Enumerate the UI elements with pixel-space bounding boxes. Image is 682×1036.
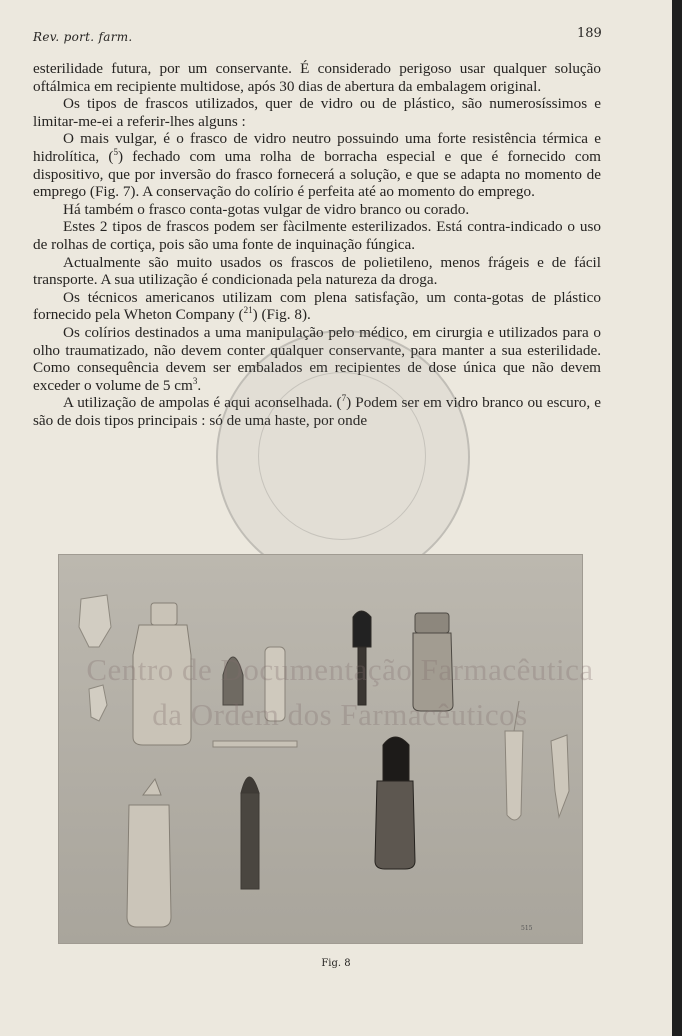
text-run: . (197, 376, 202, 394)
text-run: Actualmente são muito usados os frascos de polietileno, menos frágeis e de fácil transporte. A sua utilização é condicionada pela natureza da droga. (33, 253, 601, 289)
paragraph (33, 95, 601, 130)
text-run: Há também o frasco conta-gotas vulgar de vidro branco ou corado. (63, 200, 470, 218)
text-run: Estes 2 tipos de frascos podem ser fàcilmente esterilizados. Está contra-indicado o uso de rolhas de cortiça, pois são uma fonte de inquinação fúngica. (33, 218, 601, 253)
paragraph (33, 218, 601, 253)
dropper-pipette (241, 777, 259, 889)
footnote-reference: 21 (243, 305, 253, 316)
text-run: ) Podem ser em vidro branco ou escuro, e são de dois tipos principais : só de uma haste, por onde (33, 394, 601, 429)
text-run: A utilização de ampolas é aqui aconselhada. ( (63, 394, 342, 412)
footnote-reference: 7 (341, 393, 347, 404)
watermark-line-2: da Ordem dos Farmacêuticos (152, 697, 528, 732)
library-stamp-emblem (216, 330, 470, 584)
footnote-reference: 5 (113, 146, 118, 157)
scan-edge (672, 0, 682, 1036)
text-run: Os tipos de frascos utilizados, quer de vidro ou de plástico, são numerosíssimos e limitar-me-ei a referir-lhes alguns : (33, 95, 601, 130)
paragraph (33, 60, 601, 95)
page-number: 189 (577, 26, 602, 41)
containers-photo-illustration (59, 555, 582, 943)
text-run: ) (Fig. 8). (252, 306, 311, 324)
footnote-reference: 3 (192, 375, 198, 386)
text-run: ) fechado com uma rolha de borracha especial e que é fornecido com dispositivo, que por inversão do frasco fornecerá a solução, e que se adapta no momento de emprego (Fig. 7). A conservação do colírio é perfeita até ao momento do emprego. (33, 147, 601, 201)
paragraph (33, 254, 601, 289)
text-run: esterilidade futura, por um conservante. É considerado perigoso usar qualquer solução oftálmica em recipiente multidose, após 30 dias de abertura da embalagem original. (33, 60, 601, 95)
text-run: Os colírios destinados a uma manipulação pelo médico, em cirurgia e utilizados para o olho traumatizado, não devem conter qualquer conservante, para manter a sua esterilidade. Como consequência devem ser embalados em recipientes de dose única que não devem exceder o volume de 5 cm (33, 323, 601, 394)
plate-mark: 515 (521, 925, 533, 932)
paragraph (33, 289, 601, 324)
figure-photograph (58, 554, 583, 944)
text-run: O mais vulgar, é o frasco de vidro neutro possuindo uma forte resistência térmica e hidrolítica, ( (33, 130, 601, 165)
running-head: Rev. port. farm. (33, 30, 133, 44)
text-run: Os técnicos americanos utilizam com plena satisfação, um conta-gotas de plástico fornecido pela Wheton Company ( (33, 288, 601, 324)
glass-rod (213, 741, 297, 747)
paragraph (33, 201, 601, 219)
figure-caption: Fig. 8 (321, 958, 351, 969)
paragraph (33, 130, 601, 200)
watermark-line-1: Centro de Documentação Farmacêutica (86, 652, 594, 687)
